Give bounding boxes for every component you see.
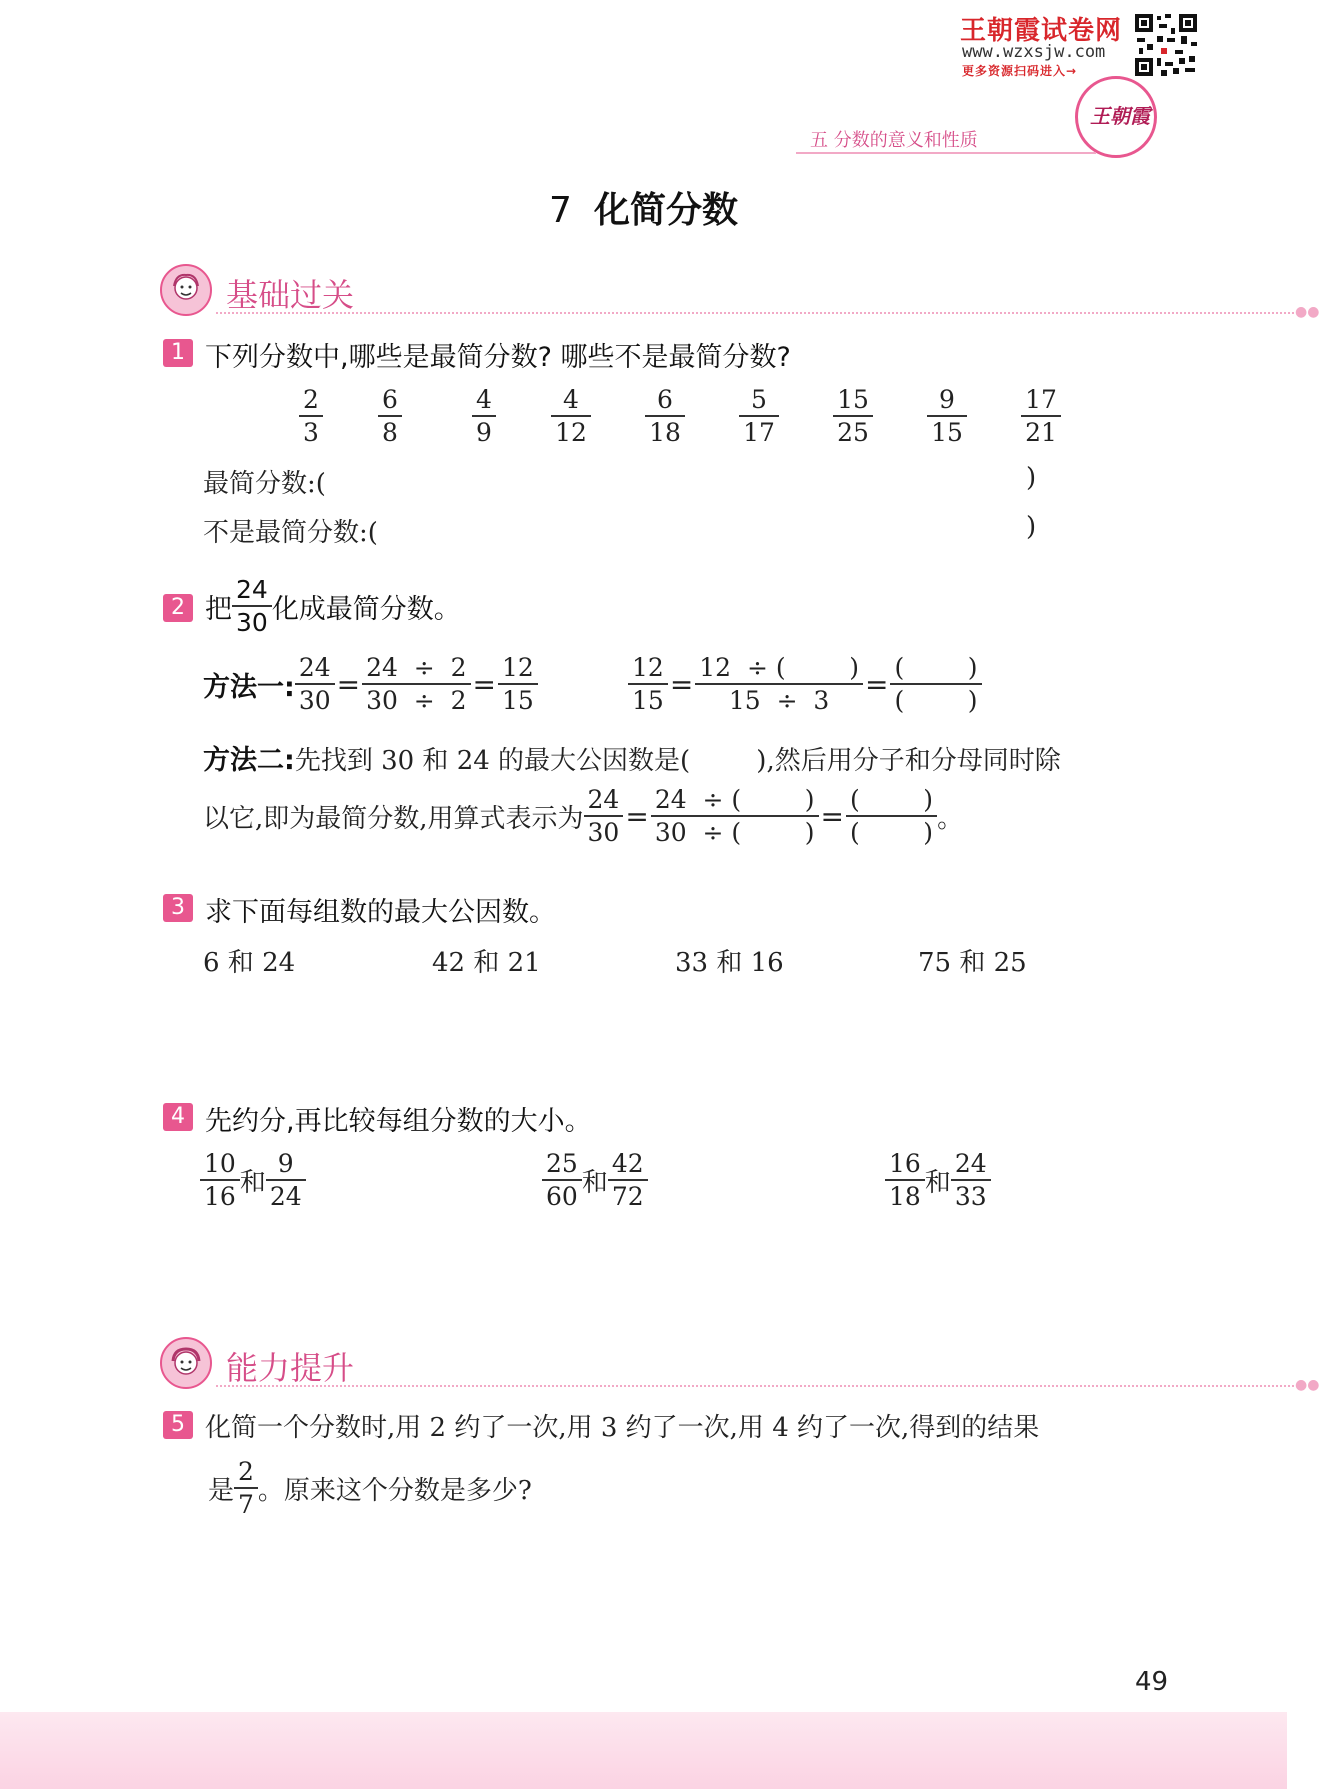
question-number: 2 xyxy=(163,594,193,622)
q2-method1-continued[interactable]: $\frac{12}{15}$ = $\frac{12 \div ( )}{15 \div 3}$ = $\frac{( )}{( )}$ xyxy=(628,652,982,716)
q1-fraction: $\frac{5}{17}$ xyxy=(734,384,784,448)
chapter-underline xyxy=(796,152,1096,154)
brand-logo-text: 王朝霞试卷网 xyxy=(960,16,1123,46)
footer-band xyxy=(0,1712,1287,1789)
q1-fraction: $\frac{9}{15}$ xyxy=(922,384,972,448)
q2-method2-line2[interactable]: 以它,即为最简分数,用算式表示为 $\frac{24}{30}$ = $\frac{24 \div ( )}{30 \div ( )}$ = $\frac{( )}{( )}$ 。 xyxy=(203,785,964,847)
q2-method1: 方法一: $\frac{24}{30}$ = $\frac{24 \div 2}{30 \div 2}$ = $\frac{12}{15}$ xyxy=(203,652,538,716)
q1-not-simplest-answer-close[interactable]: ) xyxy=(1026,512,1037,542)
method2-label: 方法二: xyxy=(203,745,295,776)
student-avatar-icon xyxy=(160,1337,212,1389)
qr-code-icon xyxy=(1133,12,1199,78)
q1-fraction: $\frac{6}{18}$ xyxy=(640,384,690,448)
q4-pair: $\frac{10}{16}$ 和 $\frac{9}{24}$ xyxy=(200,1148,306,1212)
divider-dots: ●● xyxy=(1295,1377,1319,1393)
lesson-number: 7 xyxy=(549,190,572,231)
brand-url: www.wzxsjw.com xyxy=(962,42,1106,62)
section-divider xyxy=(216,1385,1306,1387)
q4-pair: $\frac{25}{60}$ 和 $\frac{42}{72}$ xyxy=(542,1148,648,1212)
method2-text: 先找到 30 和 24 的最大公因数是( ),然后用分子和分母同时除 xyxy=(294,746,1061,776)
q3-group: 33 和 16 xyxy=(675,948,784,978)
page-title xyxy=(0,182,1287,233)
page-number: 49 xyxy=(1135,1667,1169,1697)
section-basic-title: 基础过关 xyxy=(226,276,355,314)
q2-prompt-fraction: $\frac{24}{30}$ xyxy=(232,574,272,638)
q2-prompt: 把 $\frac{24}{30}$ 化成最简分数。 xyxy=(205,575,461,637)
brand-promo: 更多资源扫码进入→ xyxy=(962,64,1078,78)
q3-group: 6 和 24 xyxy=(203,948,296,978)
q5-line2: 是 $\frac{2}{7}$ 。原来这个分数是多少? xyxy=(208,1457,532,1519)
lesson-title: 化简分数 xyxy=(593,190,738,231)
q1-fraction: $\frac{17}{21}$ xyxy=(1016,384,1066,448)
q1-not-simplest-label: 不是最简分数:( xyxy=(203,518,378,548)
question-number: 1 xyxy=(163,339,193,367)
q3-prompt: 求下面每组数的最大公因数。 xyxy=(205,897,556,928)
method1-label: 方法一: xyxy=(203,671,295,703)
q5-fraction: $\frac{2}{7}$ xyxy=(234,1456,258,1520)
q4-prompt: 先约分,再比较每组分数的大小。 xyxy=(205,1106,592,1137)
q1-fraction: $\frac{6}{8}$ xyxy=(365,384,415,448)
seal-name: 王朝霞 xyxy=(1090,104,1150,128)
q4-pair: $\frac{16}{18}$ 和 $\frac{24}{33}$ xyxy=(885,1148,991,1212)
question-number: 3 xyxy=(163,894,193,922)
divider-dots: ●● xyxy=(1295,304,1319,320)
q3-group: 75 和 25 xyxy=(918,948,1027,978)
q3-group: 42 和 21 xyxy=(432,948,541,978)
q1-prompt: 下列分数中,哪些是最简分数? 哪些不是最简分数? xyxy=(205,342,791,373)
section-advanced-title: 能力提升 xyxy=(226,1349,355,1387)
q1-fraction: $\frac{15}{25}$ xyxy=(828,384,878,448)
q1-fraction: $\frac{2}{3}$ xyxy=(286,384,336,448)
q1-fraction: $\frac{4}{12}$ xyxy=(546,384,596,448)
chapter-title: 五 分数的意义和性质 xyxy=(810,130,978,151)
q1-simplest-label: 最简分数:( xyxy=(203,469,326,499)
question-number: 4 xyxy=(163,1103,193,1131)
q2-method2-line1 xyxy=(203,738,1061,777)
q5-line1: 化简一个分数时,用 2 约了一次,用 3 约了一次,用 4 约了一次,得到的结果 xyxy=(205,1413,1040,1443)
section-divider xyxy=(216,312,1306,314)
q1-simplest-answer-close[interactable]: ) xyxy=(1026,463,1037,493)
q1-fraction: $\frac{4}{9}$ xyxy=(459,384,509,448)
teacher-avatar-icon xyxy=(160,264,212,316)
question-number: 5 xyxy=(163,1411,193,1439)
